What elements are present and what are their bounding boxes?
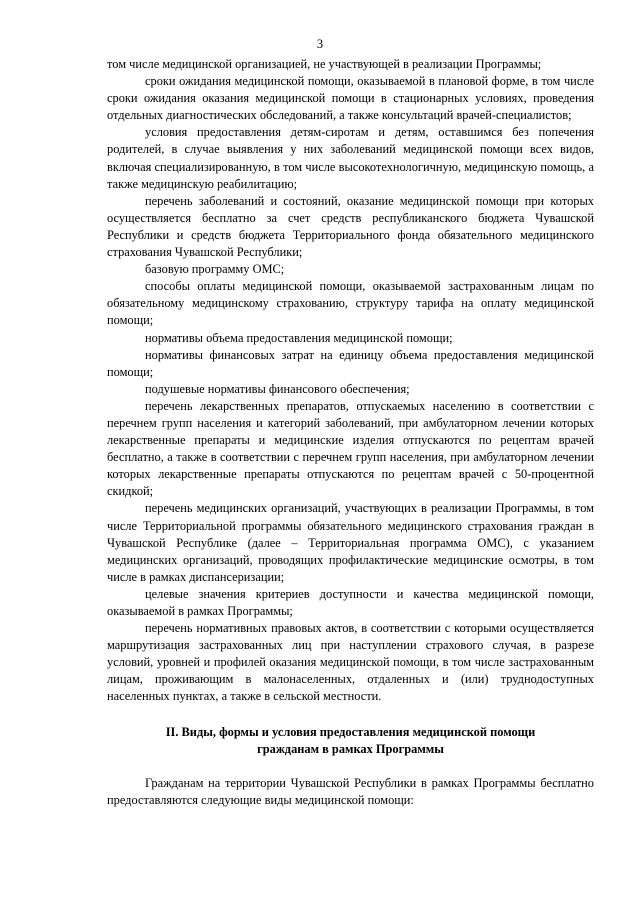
paragraph-2: сроки ожидания медицинской помощи, оказываемой в плановой форме, в том числе сроки ожидания оказания медицинской помощи в стационарных условиях, проведения отдельных диагностических обследований, а также консультаций врачей-специалистов;	[107, 74, 594, 123]
paragraph-4: перечень заболеваний и состояний, оказание медицинской помощи при которых осуществляется бесплатно за счет средств республиканского бюджета Чувашской Республики и средств бюджета Территориального фонда обязательного медицинского страхования Чувашской Республики;	[107, 193, 594, 260]
section-heading-line-2: гражданам в рамках Программы	[257, 741, 444, 756]
paragraph-5: базовую программу ОМС;	[145, 262, 285, 277]
paragraph-11: перечень медицинских организаций, участвующих в реализации Программы, в том числе Территориальной программы обязательного медицинского страхования граждан в Чувашской Республике (далее – Территориальная программа ОМС), с указанием медицинских организаций, проводящих профилактические медицинские осмотры, в том числе в рамках диспансеризации;	[107, 501, 594, 584]
paragraph-7: нормативы объема предоставления медицинской помощи;	[145, 330, 453, 345]
paragraph-13: перечень нормативных правовых актов, в соответствии с которыми осуществляется маршрутизация застрахованных лиц при наступлении страхового случая, в разрезе условий, уровней и профилей оказания медицинской помощи, в том числе застрахованным лицам, проживающим в малонаселенных, отдаленных и (или) труднодоступных населенных пунктах, а также в сельской местности.	[107, 621, 594, 704]
page-number: 3	[316, 37, 324, 51]
section-2-body	[107, 775, 594, 809]
paragraph-1: том числе медицинской организацией, не участвующей в реализации Программы;	[107, 57, 542, 71]
section-heading-line-1: II. Виды, формы и условия предоставления медицинской помощи	[165, 724, 536, 739]
paragraph-9: подушевые нормативы финансового обеспечения;	[145, 381, 410, 396]
section-2-paragraph-1: Гражданам на территории Чувашской Республики в рамках Программы бесплатно предоставляются следующие виды медицинской помощи:	[107, 775, 594, 807]
paragraph-3: условия предоставления детям-сиротам и детям, оставшимся без попечения родителей, в случае выявления у них заболеваний медицинской помощи всех видов, включая специализированную, в том числе высокотехнологичную, медицинскую помощь, а также медицинскую реабилитацию;	[107, 125, 594, 191]
document-body	[107, 56, 594, 809]
paragraph-6: способы оплаты медицинской помощи, оказываемой застрахованным лицам по обязательному медицинскому страхованию, структуру тарифа на оплату медицинской помощи;	[107, 279, 594, 328]
section-heading	[107, 724, 594, 758]
paragraph-8: нормативы финансовых затрат на единицу объема предоставления медицинской помощи;	[107, 347, 594, 379]
paragraph-10: перечень лекарственных препаратов, отпускаемых населению в соответствии с перечнем групп населения и категорий заболеваний, при амбулаторном лечении которых лекарственные препараты и медицинские изделия отпускаются по рецептам врачей бесплатно, а также в соответствии с перечнем групп населения, при амбулаторном лечении которых лекарственные препараты отпускаются по рецептам врачей с 50-процентной скидкой;	[107, 398, 594, 499]
paragraph-12: целевые значения критериев доступности и качества медицинской помощи, оказываемой в рамках Программы;	[107, 586, 594, 618]
